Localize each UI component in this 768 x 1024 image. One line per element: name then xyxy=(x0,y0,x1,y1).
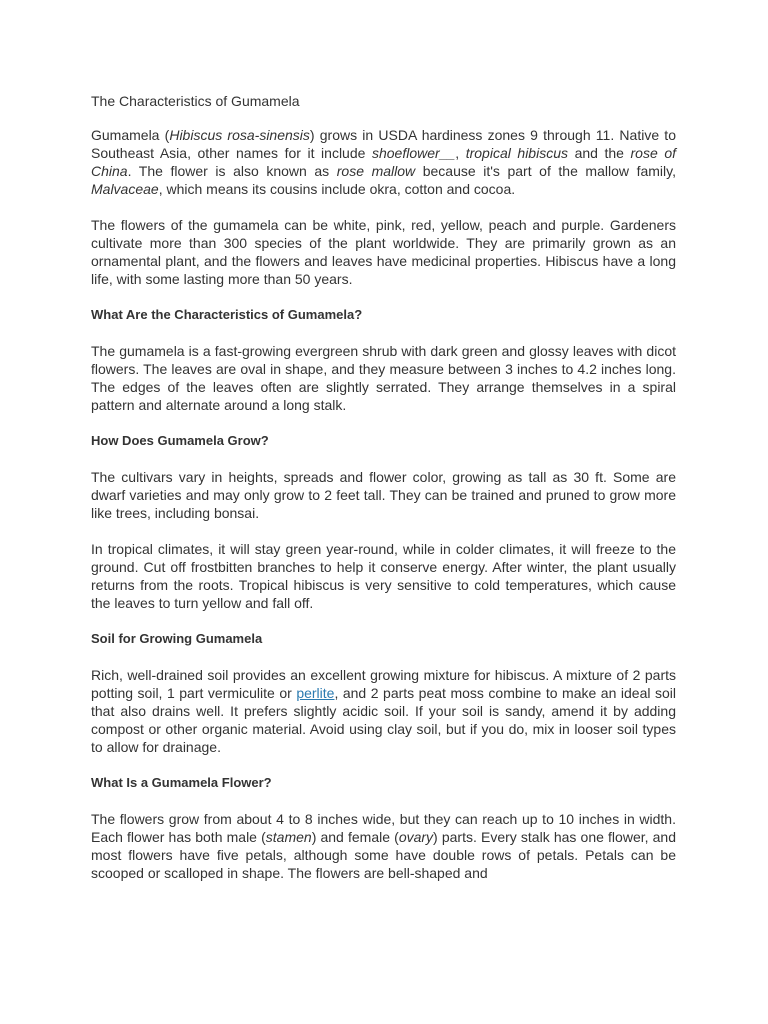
soil-paragraph: Rich, well-drained soil provides an excellent growing mixture for hibiscus. A mixture of 2 parts potting soil, 1 part vermiculite or perlite, and 2 parts peat moss combine to make an ideal soil that also drains well. It prefers slightly acidic soil. If your soil is sandy, amend it by adding compost or other organic material. Avoid using clay soil, but if you do, mix in looser soil types to allow for drainage. xyxy=(91,667,676,755)
heading-characteristics: What Are the Characteristics of Gumamela? xyxy=(91,307,363,322)
alt-name-rose-mallow: rose mallow xyxy=(336,163,416,179)
document-title: The Characteristics of Gumamela xyxy=(91,93,300,109)
heading-soil: Soil for Growing Gumamela xyxy=(91,631,263,646)
stamen-term: stamen xyxy=(265,829,312,845)
alt-name-shoeflower: shoeflower__ xyxy=(371,145,456,161)
alt-name-tropical-hibiscus: tropical hibiscus xyxy=(465,145,568,161)
ovary-term: ovary xyxy=(398,829,434,845)
family-name: Malvaceae xyxy=(91,181,159,197)
heading-growth: How Does Gumamela Grow? xyxy=(91,433,269,448)
colors-paragraph: The flowers of the gumamela can be white, pink, red, yellow, peach and purple. Gardeners cultivate more than 300 species of the plant worldwide. They are primarily grown as an ornamental plant, and the flowers and leaves have medicinal properties. Hibiscus have a long life, with some lasting more than 50 years. xyxy=(91,217,676,287)
climate-paragraph: In tropical climates, it will stay green year-round, while in colder climates, it will freeze to the ground. Cut off frostbitten branches to help it conserve energy. After winter, the plant usually returns from the roots. Tropical hibiscus is very sensitive to cold temperatures, which cause the leaves to turn yellow and fall off. xyxy=(91,541,676,611)
heading-flower: What Is a Gumamela Flower? xyxy=(91,775,272,790)
intro-paragraph: Gumamela (Hibiscus rosa-sinensis) grows in USDA hardiness zones 9 through 11. Native to Southeast Asia, other names for it include shoeflower__, tropical hibiscus and the rose of China. The flower is also known as rose mallow because it's part of the mallow family, Malvaceae, which means its cousins include okra, cotton and cocoa. xyxy=(91,127,676,197)
alt-name-rose-of-china: rose of China xyxy=(91,145,676,179)
characteristics-paragraph: The gumamela is a fast-growing evergreen shrub with dark green and glossy leaves with dicot flowers. The leaves are oval in shape, and they measure between 3 inches to 4.2 inches long. The edges of the leaves often are slightly serrated. They arrange themselves in a spiral pattern and alternate around a long stalk. xyxy=(91,343,676,413)
growth-paragraph: The cultivars vary in heights, spreads and flower color, growing as tall as 30 ft. Some are dwarf varieties and may only grow to 2 feet tall. They can be trained and pruned to grow more like trees, including bonsai. xyxy=(91,469,676,521)
scientific-name: Hibiscus rosa-sinensis xyxy=(169,127,310,143)
flower-paragraph: The flowers grow from about 4 to 8 inches wide, but they can reach up to 10 inches in width. Each flower has both male (stamen) and female (ovary) parts. Every stalk has one flower, and most flowers have five petals, although some have double rows of petals. Petals can be scooped or scalloped in shape. The flowers are bell-shaped and xyxy=(91,811,677,881)
perlite-link[interactable]: perlite xyxy=(296,685,335,701)
